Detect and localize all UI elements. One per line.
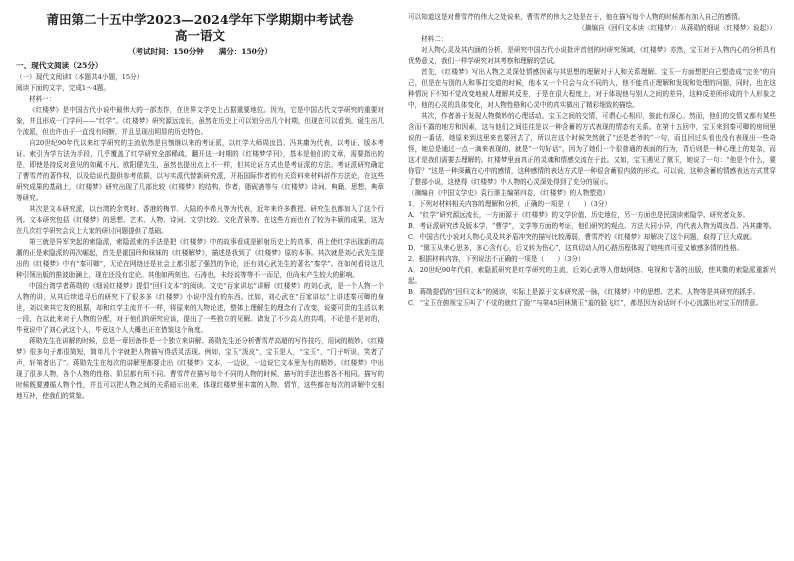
left-column <box>16 12 384 402</box>
instruction-text: 阅读下面的文字，完成1～4题。 <box>16 84 111 92</box>
paragraph: 其次，作者善于发现人物微妙的心理活动。宝玉之间的交情，可谓心心相印，彼此有深心。然而，他们的交情又都有某些含而不露的地方和因素，这与他们之间往往是以一种含蓄的方式表现的情态有关系。在第十五回中，宝玉来到秦可卿的房间里说的一番话，她原来到这里来也要回去了，所以在这个时候突然就了“还是老爷的”一句，而且回过头看也没有表现出一些奇怪，她总是通过一点一滴来表现的，就是“一句好话”，因为了她们一个很普通的表面的行为，背后则是一种心理上的复杂，而这才是我们需要去理解的。红楼梦里面真正的灵魂和情感交流在于此。又如，宝玉遇见了黛玉，她说了一句：“他是个什么，要你管？”这是一种深藏在心中的感情，这种感情的表达方式是一种很含蓄很内敛的形式。可以说，这种含蓄的情感表达方式贯穿了整部小说，这使得《红楼梦》中人物的心灵深处得到了充分的展示。 <box>408 112 776 186</box>
question-1: 1．下列对材料相关内容的理解和分析，正确的一项是（ ）（3分） <box>408 200 611 208</box>
right-column <box>408 12 776 309</box>
option-d: D．“黛玉从来心思多，多心含有心，后又转为伤心”，这真切动人的心路历程体现了她纯真可爱又敏感多情的性格。 <box>408 244 744 252</box>
option-b: B．考证派研究涉及版本学，“曹学”，文学等方面的考证，他们研究的观点、方法大同小异，内代表人物为周汝昌、冯其庸等。 <box>408 222 776 230</box>
option-b: B．蒋勋提倡的“回归文本”的阅读，实际上是源于文本研究派一脉，《红楼梦》中的思想、艺术、人物等是其研究的抓手。 <box>408 288 760 296</box>
option-a: A．“红学”研究源远流长，一方面源于《红楼梦》的文学价值，历史地位，另一方面也是民国读索隐学、研究者众多。 <box>408 211 750 219</box>
paragraph: 《红楼梦》是中国古代小说中最伟大的一部杰作，在世界文学史上占据重要地位。因为，它是中国古代文学研究的重要对象，并且形成一门学问——“红学”。《红楼梦》研究源远流长，虽然在历史上可以划分出几个时期，但现在可以看到，诞生出几个流派，但也许由于一直没有间断，并且呈现出明显的历史特色。 <box>16 106 384 136</box>
option-a: A．20世纪90年代前，索隐派研究是红学研究的主流，后刘心武等人借助网络、电视和专著的出版，使其微的索隐派重新兴起。 <box>408 266 776 285</box>
subsection-heading: （一）现代文阅读Ⅰ（本题共4小题，15分） <box>16 73 144 81</box>
option-c: C．“宝玉在俯视宝玉叫了‘不觉的就红了脸’”与第45回林黛玉“羞的脸飞红”，都是因为说话时不小心流露出对宝玉的情意。 <box>408 299 763 307</box>
paragraph: 蒋勋先生在讲解的时候，总是一章回备作是一个独立来讲解。蒋勋先生还分析曹雪芹高超的写作技巧，用词的精妙。《红楼梦》很多句子都很简短，简单几个字就把人物描写得活灵活现。例如，宝玉“泼皮”，宝玉是人，“宝玉”，“门子听说，笑者了声，轩第者出了”。蒋勋先生在每次的讲解里都要走出《红楼梦》文本，一边说，一边说它文本里为有的精妙。《红楼梦》中出现了很多人物，各个人物的性格、阶层都有所不同。曹雪芹在描写每个不同的人物的时候，描写的手法也都各不相同。描写的时候既要遵循人物个性，并且可以把人物之间的关系暗示出来，体现红楼梦里丰富的人物、情节，这些都在每次的讲解中交相地互补，使我们的赏鉴。 <box>16 337 384 400</box>
paragraph: 对人物心灵及其内涵的分析，是研究中国古代小说批评首创的时研究领域，《红楼梦》亦然，宝玉对于人物内心的分析具有优势意义，我们一样学研究对其考察和理解的尝试。 <box>408 46 776 65</box>
paragraph: 第三就是异军突起的索隐派，索隐派索的手法是把《红楼梦》中的故事看成是影射历史上的真事，再上使红学出现新的高潮的正是索隐派的再次崛起，首先是霍国玲和妹妹的《红楼解梦》，描述是我到了《红楼梦》原的本事。其次就是刘心武先生提出的《红楼梦》中有“秦可卿”，无论在网络还是社会上都引起了强烈的争论，还有刘心武先生的著名“秦学”。在如何看待这几种引领出版的推波助澜上，现在还没有定论。其他如两刻也、石涛也，未经说等等不一而足，但尚未产生较大的影响。 <box>16 238 384 279</box>
citation: （摘编自《中国文学史》袁行霈主编第四卷，《红楼梦》的人物塑造） <box>408 189 610 197</box>
paragraph: 中国台湾学者蒋勋的《细说红楼梦》提倡“回归文本”的阅读。文史“百家讲坛”讲解《红楼梦》的刘心武，是一个人物一个人物的讲，从其后续追寻后的研究下了很多多《红楼梦》小说中没有的东西。比如，刘心武在“百家讲坛”上讲述秦可卿的身世，刘以来其它发的根据，却和红学主流并不一样，将原来的人物论述，整体上理解生的理念有了改变，说要可贵的生活以来一段，在以此来对于人物的分配，对于他们的研究应该，提出了一些独立的见解。诸发了不少高人的共鸣，不论是不是对的，毕竟说中了刘心武这个人，毕竟这个人大概也正在借鉴这个角度。 <box>16 282 384 334</box>
question-2: 2．根据材料内容，下列说法不正确的一项是（ ）（3分） <box>408 255 585 263</box>
material-label: 材料二： <box>421 35 448 43</box>
exam-title: 莆田第二十五中学2023—2024学年下学期期中考试卷 <box>46 12 354 27</box>
paragraph: 其次是文本研究派，以台湾的余英时、香港的梅节、大陆的李希凡等为代表，近年来许多教授、研究生也都加入了这个行列。文本研究包括《红楼梦》的思想、艺术、人物、诗词、文学比较、文化背景等。在这些方面也有了较为丰硕的成果，这为在几次红学研究会议上大家的研讨问题提供了基础。 <box>16 205 384 235</box>
paragraph: 可以知道这是对曹雪芹的伟大之处说来，曹雪芹的伟大之处是在于，他在描写每个人物的时候都有加入自己的感情。 <box>408 13 745 21</box>
exam-meta: （考试时间：150分钟 满分：150分） <box>128 47 272 56</box>
option-c: C．中国古代小说对人物心灵及其矛盾冲突的描写比较薄弱，曹雪芹的《红楼梦》却解决了这个问题，取得了巨大成就。 <box>408 233 756 241</box>
citation: （摘编自《回归文本读〈红楼梦〉：从蒋勋的细说〈红楼梦〉说起》） <box>578 24 776 32</box>
section-heading: 一、现代文阅读（25分） <box>16 61 103 70</box>
exam-subtitle: 高一语文 <box>174 28 225 43</box>
material-label: 材料一： <box>29 95 56 103</box>
paragraph: 首先，《红楼梦》写出人物之灵深处情感因素与其思想的理解对于人和关系理解。宝玉一方面想把自己塑造成“完美”的自己，但是在与别的人和事打交道的时候，他本又一个只会与众不同的人，他不能真正理解和发现和处理的问题，同时，也在这种情况下不知不觉改变地被人理解其反差，于是在很大程度上，对于体现他与别人之间的差异，这种反差所形成的个人形象之中，他的心灵的具体变化，对人物性格和心灵中的真实做出了精彩细致的描绘。 <box>408 68 776 109</box>
paragraph: 自20世纪90年代以来红学研究的主流依然是自刎继以来的考证派，以红学大师周汝昌、冯其庸为代表，以考证、版本考证、索引为学方法为手段，几乎覆盖了红学研究全部稀疏，翻开这一时期的《红楼梦学刊》，基本是他们的文章，需要指出的是，即使是持反对意见的如戴不凡、欧阳健先生，虽然也提出点上不一样，但其论证方式也是考证派的方法。考证派研究确定了曹雪芹的著作权，以及给说代提供参考依据，以写实派代替新研究派，开拓国际作者的有关资料来材料辞作方法论，在这些研究成果的基础上，《红楼梦》研究出现了几部比较《红楼梦》的结构，作者，脂砚斋等与《红楼梦》诗词、典籍、思想、典章等研究。 <box>16 139 384 202</box>
